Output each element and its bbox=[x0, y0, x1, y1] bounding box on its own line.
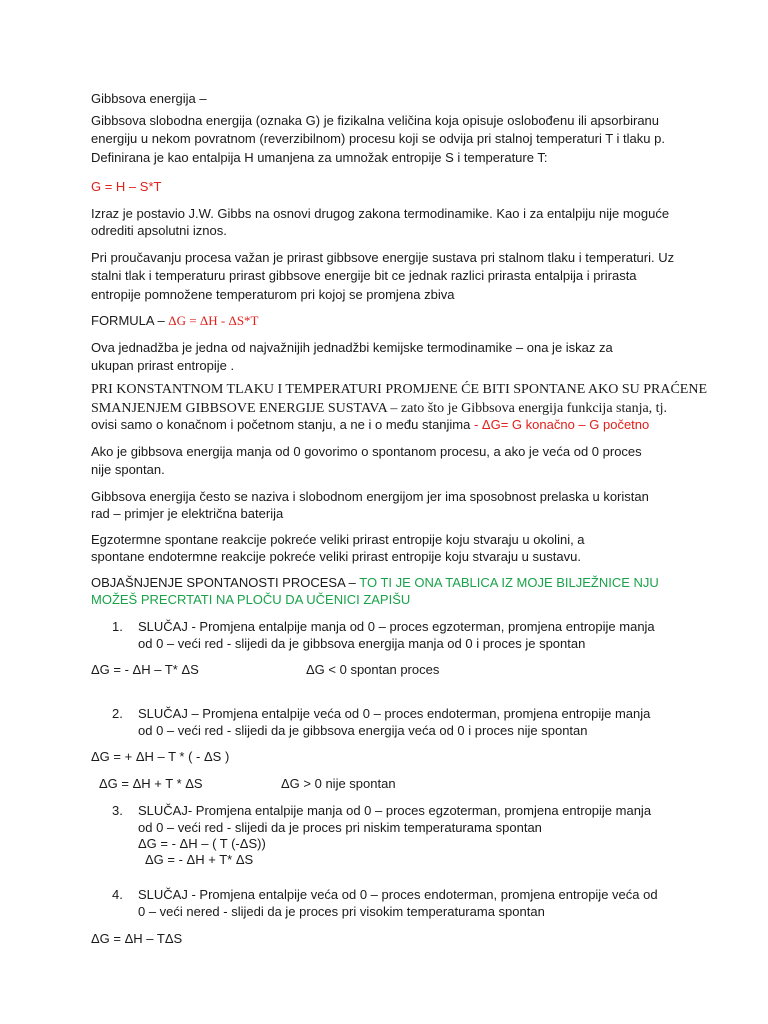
increment-line: Pri proučavanju procesa važan je prirast gibbsove energije sustava pri stalnom tlaku i temperaturi. Uz bbox=[91, 250, 675, 265]
spontaneity-heading-line: PRI KONSTANTNOM TLAKU I TEMPERATURI PROMJENE ĆE BITI SPONTANE AKO SU PRAĆENE bbox=[91, 382, 707, 397]
free-energy-line: rad – primjer je električna baterija bbox=[91, 506, 284, 521]
origin-line: Izraz je postavio J.W. Gibbs na osnovi drugog zakona termodinamike. Kao i za entalpiju nije moguće bbox=[91, 206, 670, 221]
case-2-result: ΔG > 0 nije spontan bbox=[281, 776, 396, 791]
page-title: Gibbsova energija – bbox=[91, 91, 207, 106]
case-number: 4. bbox=[112, 887, 123, 902]
formula-label: FORMULA – bbox=[91, 313, 169, 328]
increment-line: entropije pomnožene temperaturom pri kojoj se promjena zbiva bbox=[91, 287, 455, 302]
section-heading bbox=[91, 574, 659, 591]
definition-line: Definirana je kao entalpija H umanjena za umnožak entropije S i temperature T: bbox=[91, 150, 548, 165]
case-number: 2. bbox=[112, 706, 123, 721]
case-2-equation: ΔG = + ΔH – T * ( - ΔS ) bbox=[91, 749, 230, 764]
delta-g-definition: - ΔG= G konačno – G početno bbox=[470, 417, 650, 432]
case-3-equation: ΔG = - ΔH + T* ΔS bbox=[145, 852, 254, 867]
case-1-text: SLUČAJ - Promjena entalpije manja od 0 – proces egzoterman, promjena entropije manja bbox=[138, 619, 655, 634]
sign-rule-line: nije spontan. bbox=[91, 462, 165, 477]
formula-line bbox=[91, 312, 258, 329]
case-1-result: ΔG < 0 spontan proces bbox=[306, 662, 440, 677]
free-energy-line: Gibbsova energija često se naziva i slobodnom energijom jer ima sposobnost prelaska u koristan bbox=[91, 489, 649, 504]
equation-importance-line: ukupan prirast entropije . bbox=[91, 358, 235, 373]
state-function-text: ovisi samo o konačnom i početnom stanju, a ne i o među stanjima bbox=[91, 417, 471, 432]
sign-rule-line: Ako je gibbsova energija manja od 0 govorimo o spontanom procesu, a ako je veća od 0 proces bbox=[91, 444, 642, 459]
spontaneity-line bbox=[91, 399, 667, 417]
spontaneity-line bbox=[91, 416, 649, 433]
formula-expression: ΔG = ΔH - ΔS*T bbox=[168, 313, 259, 328]
case-3-equation: ΔG = - ΔH – ( T (-ΔS)) bbox=[138, 836, 266, 851]
exo-endo-line: spontane endotermne reakcije pokreće veliki prirast entropije koju stvaraju u sustavu. bbox=[91, 549, 581, 564]
case-2-text: od 0 – veći red - slijedi da je gibbsova energija veća od 0 i proces nije spontan bbox=[138, 723, 588, 738]
case-number: 3. bbox=[112, 803, 123, 818]
equation-importance-line: Ova jednadžba je jedna od najvažnijih jednadžbi kemijske termodinamike – ona je iskaz za bbox=[91, 340, 613, 355]
case-4-text: 0 – veći nered - slijedi da je proces pri visokim temperaturama spontan bbox=[138, 904, 545, 919]
case-4-text: SLUČAJ - Promjena entalpije veća od 0 – proces endoterman, promjena entropije veća od bbox=[138, 887, 658, 902]
section-note-line: MOŽEŠ PRECRTATI NA PLOČU DA UČENICI ZAPIŠU bbox=[91, 592, 411, 607]
section-title: OBJAŠNJENJE SPONTANOSTI PROCESA – bbox=[91, 575, 360, 590]
definition-line: Gibbsova slobodna energija (oznaka G) je fizikalna veličina koja opisuje oslobođenu ili apsorbiranu bbox=[91, 113, 660, 128]
case-2-text: SLUČAJ – Promjena entalpije veća od 0 – proces endoterman, promjena entropije manja bbox=[138, 706, 651, 721]
case-number: 1. bbox=[112, 619, 123, 634]
increment-line: stalni tlak i temperaturu prirast gibbsove energije bit ce jednak razlici prirasta entalpija i prirasta bbox=[91, 268, 637, 283]
case-3-text: SLUČAJ- Promjena entalpije manja od 0 – proces egzoterman, promjena entropije manja bbox=[138, 803, 652, 818]
case-1-text: od 0 – veći red - slijedi da je gibbsova energija manja od 0 i proces je spontan bbox=[138, 636, 586, 651]
case-1-equation: ΔG = - ΔH – T* ΔS bbox=[91, 662, 199, 677]
gibbs-formula: G = H – S*T bbox=[91, 179, 162, 194]
definition-line: energiju u nekom povratnom (reverzibilnom) procesu koji se odvija pri stalnoj temperaturi T i tlaku p. bbox=[91, 131, 665, 146]
case-2-equation: ΔG = ΔH + T * ΔS bbox=[99, 776, 203, 791]
case-4-equation: ΔG = ΔH – TΔS bbox=[91, 931, 183, 946]
spontaneity-caps: SMANJENJEM GIBBSOVE ENERGIJE SUSTAVA – zato što je Gibbsova energija funkcija stanja, tj. bbox=[91, 401, 667, 416]
origin-line: odrediti apsolutni iznos. bbox=[91, 223, 227, 238]
section-note: TO TI JE ONA TABLICA IZ MOJE BILJEŽNICE NJU bbox=[359, 575, 659, 590]
case-3-text: od 0 – veći red - slijedi da je proces pri niskim temperaturama spontan bbox=[138, 820, 542, 835]
exo-endo-line: Egzotermne spontane reakcije pokreće veliki prirast entropije koju stvaraju u okolini, a bbox=[91, 532, 585, 547]
